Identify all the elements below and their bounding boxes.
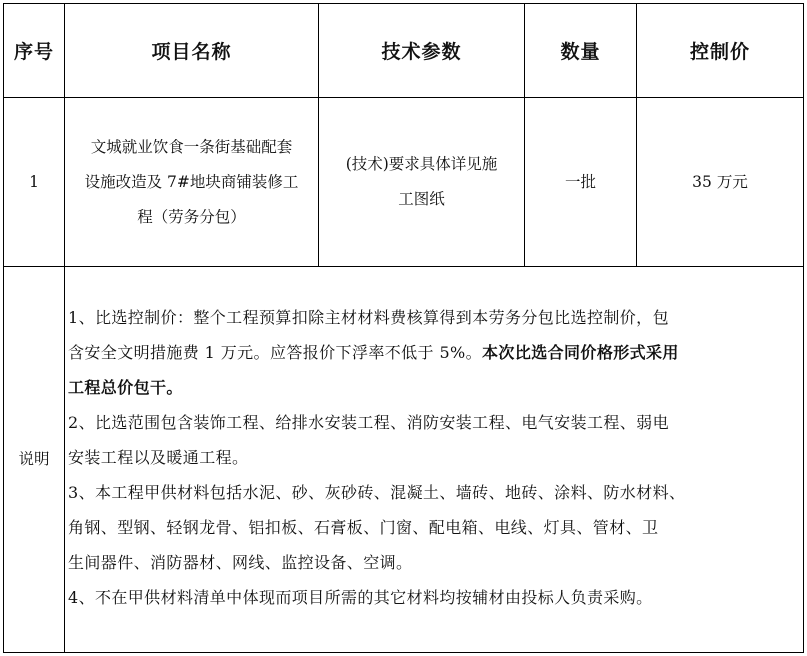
project-name-line: 文城就业饮食一条街基础配套 xyxy=(90,137,293,156)
notes-content xyxy=(68,300,795,615)
notes-label: 说明 xyxy=(3,266,65,653)
row-technical-params xyxy=(318,97,525,267)
header-serial-number: 序号 xyxy=(3,3,65,98)
note-line: 4、不在甲供材料清单中体现而项目所需的其它材料均按辅材由投标人负责采购。 xyxy=(68,588,653,607)
note-line: 3、本工程甲供材料包括水泥、砂、灰砂砖、混凝土、墙砖、地砖、涂料、防水材料、 xyxy=(68,483,686,502)
row-control-price: 35 万元 xyxy=(636,97,804,267)
row-serial-number: 1 xyxy=(3,97,65,267)
row-quantity: 一批 xyxy=(524,97,637,267)
note-line: 角钢、型钢、轻钢龙骨、铝扣板、石膏板、门窗、配电箱、电线、灯具、管材、卫 xyxy=(68,518,659,537)
header-project-name: 项目名称 xyxy=(64,3,319,98)
header-technical-params: 技术参数 xyxy=(318,3,525,98)
note-line: 2、比选范围包含装饰工程、给排水安装工程、消防安装工程、电气安装工程、弱电 xyxy=(68,413,669,432)
note-emphasis: 本次比选合同价格形式采用 xyxy=(482,343,679,362)
row-project-name xyxy=(64,97,319,267)
note-line: 安装工程以及暖通工程。 xyxy=(68,448,249,467)
header-control-price: 控制价 xyxy=(636,3,804,98)
tech-param-line: 工图纸 xyxy=(398,190,445,208)
note-line: 生间器件、消防器材、网线、监控设备、空调。 xyxy=(68,553,413,572)
note-line: 1、比选控制价：整个工程预算扣除主材材料费核算得到本劳务分包比选控制价，包 xyxy=(68,308,669,327)
project-name-line: 设施改造及 7#地块商铺装修工 xyxy=(84,172,299,191)
project-name-line: 程（劳务分包） xyxy=(137,207,246,226)
note-emphasis-line: 工程总价包干。 xyxy=(68,378,183,397)
tech-param-line: (技术)要求具体详见施 xyxy=(345,155,498,173)
note-line xyxy=(68,335,795,370)
header-quantity: 数量 xyxy=(524,3,637,98)
note-text: 含安全文明措施费 1 万元。应答报价下浮率不低于 5%。 xyxy=(68,343,483,362)
